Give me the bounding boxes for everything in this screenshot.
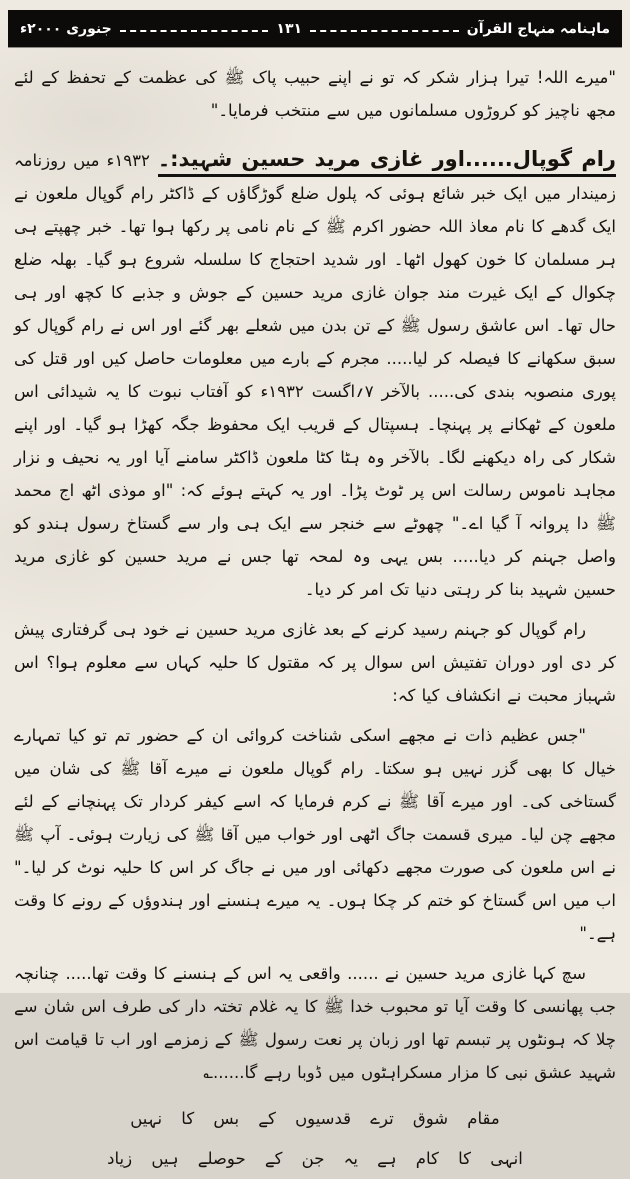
header-dash-separator [120, 30, 269, 32]
arrest-paragraph: رام گوپال کو جہنم رسید کرنے کے بعد غازی مرید حسین نے خود ہی گرفتاری پیش کر دی اور دوران تفتیش اس سوال پر کہ مقتول کا حلیہ کہاں سے معلوم ہوا؟ اس شہباز محبت نے انکشاف کیا کہ: [14, 620, 616, 705]
article-intro-paragraph [14, 143, 616, 606]
page-header-bar [8, 10, 622, 47]
verse-line: انہی کا کام ہے یہ جن کے حوصلے ہیں زیاد [107, 1149, 523, 1168]
confession-quote-paragraph: "جس عظیم ذات نے مجھے اسکی شناخت کروائی ان کے حضور تم تو کیا تمہارے خیال کا بھی گزر نہیں ہو سکتا۔ رام گوپال ملعون نے میرے آقا ﷺ کی شان میں گستاخی کی۔ اور میرے آقا ﷺ نے کرم فرمایا کہ اسے کیفر کردار تک پہنچانے کے لئے مجھے چن لیا۔ میری قسمت جاگ اٹھی اور خواب میں آقا ﷺ کی زیارت ہوئی۔ آپ ﷺ نے اس ملعون کی صورت مجھے دکھائی اور میں نے جاگ کر اس کا حلیہ نوٹ کر لیا۔" اب میں اس گستاخ کو ختم کر چکا ہوں۔ یہ میرے ہنسنے اور ہندوؤں کے رونے کا وقت ہے۔" [14, 726, 616, 943]
verse-line: مقام شوق ترے قدسیوں کے بس کا نہیں [130, 1109, 500, 1128]
magazine-title: ماہنامہ منہاج القرآن [466, 20, 610, 37]
issue-date: جنوری ۲۰۰۰ء [19, 20, 112, 37]
article-body [8, 47, 622, 1179]
article-intro-text: ۱۹۳۲ء میں روزنامہ زمیندار میں ایک خبر شائع ہوئی کہ پلول ضلع گوڑگاؤں کے ڈاکٹر رام گوپال ملعون نے ایک گدھے کا نام معاذ اللہ حضور اکرم ﷺ کے نام نامی پر رکھا ہوا تھا۔ خبر چھپتے ہی ہر مسلمان کا خون کھول اٹھا۔ اور شدید احتجاج کا سلسلہ شروع ہو گیا۔ بھلہ ضلع چکوال کے ایک غیرت مند جوان غازی مرید حسین کے جوش و جذبے کا کچھ اور ہی حال تھا۔ اس عاشق رسول ﷺ کے تن بدن میں شعلے بھر گئے اور اس نے رام گوپال کو سبق سکھانے کا فیصلہ کر لیا..... مجرم کے بارے میں معلومات حاصل کیں اور قتل کی پوری منصوبہ بندی کی..... بالآخر ۷؍اگست ۱۹۳۲ء کو آفتاب نبوت کا یہ شیدائی اس ملعون کے ٹھکانے پر پہنچا۔ ہسپتال کے قریب ایک محفوظ جگہ کھڑا ہو گیا۔ اور اپنے شکار کی راہ دیکھنے لگا۔ بالآخر وہ ہٹا کٹا ملعون ڈاکٹر سامنے آیا اور یہ نحیف و نزار مجاہد ناموس رسالت اس پر ٹوٹ پڑا۔ اور یہ کہتے ہوئے کہ: "او موذی اٹھ اج محمد ﷺ دا پروانہ آ گیا اے۔" چھوٹے سے خنجر سے ایک ہی وار سے گستاخ رسول ہندو کو واصل جہنم کر دیا..... بس یہی وہ لمحہ تھا جس نے مرید حسین کو غازی مرید حسین شہید بنا کر رہتی دنیا تک امر کر دیا۔ [14, 151, 616, 599]
page-number: ۱۳۱ [276, 20, 303, 37]
verse-couplet [14, 1099, 616, 1179]
article-heading: رام گوپال......اور غازی مرید حسین شہید:۔ [158, 147, 616, 177]
header-dash-separator [310, 30, 459, 32]
closing-paragraph: سچ کہا غازی مرید حسین نے ...... واقعی یہ اس کے ہنسنے کا وقت تھا..... چنانچہ جب پھانسی کا وقت آیا تو محبوب خدا ﷺ کا یہ غلام تختہ دار کی طرف اس شان سے چلا کہ ہونٹوں پر تبسم تھا اور زبان پر نعت رسول ﷺ کے زمزمے اور اب تا قیامت اس شہید عشق نبی کا مزار مسکراہٹوں میں ڈوبا رہے گا......؎ [14, 964, 616, 1082]
opening-quote-paragraph: "میرے اللہ! تیرا ہزار شکر کہ تو نے اپنے حبیب پاک ﷺ کی عظمت کے تحفظ کے لئے مجھ ناچیز کو کروڑوں مسلمانوں میں سے منتخب فرمایا۔" [14, 68, 616, 120]
